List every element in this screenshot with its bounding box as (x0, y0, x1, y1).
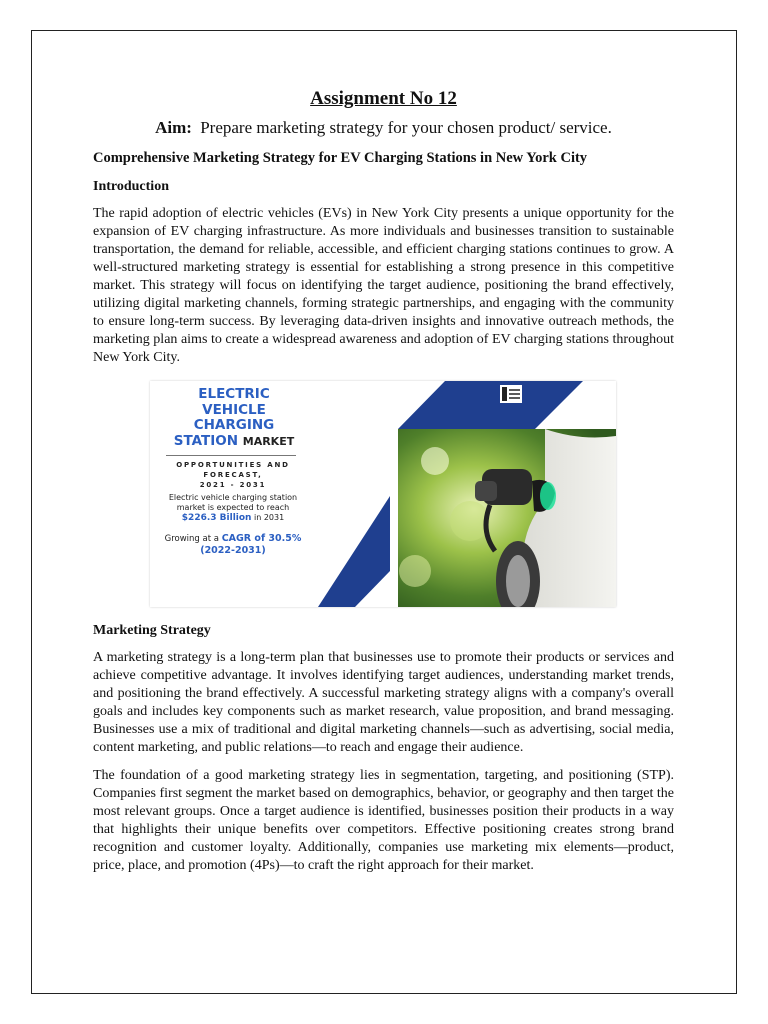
aim-line (93, 118, 674, 138)
document-subtitle: Comprehensive Marketing Strategy for EV Charging Stations in New York City (93, 150, 588, 166)
cagr-period: (2022-2031) (200, 545, 266, 556)
infographic-title-line: VEHICLE (202, 401, 266, 418)
infographic-text-panel (150, 381, 310, 607)
opportunities-line: OPPORTUNITIES AND (176, 461, 290, 469)
paragraph-introduction: The rapid adoption of electric vehicles (EVs) in New York City presents a unique opportunity for the expansion of EV charging infrastructure. As more individuals and businesses transition to sustainable transportation, the demand for reliable, accessible, and efficient charging stations continues to grow. A well-structured marketing strategy is essential for establishing a strong presence in this competitive market. This strategy will focus on identifying the target audience, positioning the brand effectively, utilizing digital marketing channels, forming strategic partnerships, and engaging with the community to ensure long-term success. By leveraging data-driven insights and innovative outreach methods, the marketing plan aims to create a widespread awareness and adoption of EV charging stations throughout New York City. (93, 206, 674, 365)
market-year: in 2031 (251, 513, 285, 522)
cagr-prefix: Growing at a (164, 534, 222, 544)
paragraph-marketing-strategy-2: The foundation of a good marketing strategy lies in segmentation, targeting, and positioning (STP). Companies first segment the market based on demographics, behavior, or geography and then target the most relevant groups. Once a target audience is identified, businesses position their products in a way that highlights their unique benefits over competitors. Effective positioning creates strong brand recognition and customer loyalty. Additionally, companies use marketing mix elements—product, price, place, and promotion (4Ps)—to craft the right approach for their market. (93, 768, 674, 873)
infographic-market-size (150, 493, 310, 523)
infographic-title-line: STATION (173, 432, 239, 449)
document-body (93, 88, 674, 875)
forecast-line: FORECAST, (203, 471, 263, 479)
section-heading-introduction: Introduction (93, 179, 169, 194)
cagr-value: CAGR of 30.5% (221, 533, 302, 544)
forecast-years: 2021 - 2031 (199, 481, 267, 489)
infographic-title-line: ELECTRIC (198, 386, 270, 402)
infographic-divider (166, 455, 296, 456)
market-value: $226.3 Billion (181, 513, 252, 523)
section-heading-marketing-strategy: Marketing Strategy (93, 623, 211, 638)
paragraph-marketing-strategy-1: A marketing strategy is a long-term plan that businesses use to promote their products or services and achieve competitive advantage. It involves identifying target audiences, understanding market trends, and positioning the brand effectively. A successful marketing strategy aligns with a company's overall goals and includes key components such as market research, value proposition, and brand messaging. Businesses use a mix of traditional and digital marketing channels—such as advertising, social media, content marketing, and public relations—to reach and engage their audience. (93, 650, 674, 755)
market-text-line: Electric vehicle charging station (168, 493, 298, 502)
assignment-title: Assignment No 12 (310, 88, 457, 109)
infographic-cagr (150, 533, 310, 556)
market-text-line: market is expected to reach (176, 503, 290, 512)
ev-market-infographic (150, 381, 616, 607)
infographic-title-line: CHARGING (193, 417, 275, 433)
infographic-opportunities (150, 460, 310, 490)
infographic-title (150, 387, 310, 449)
aim-text: Prepare marketing strategy for your chosen product/ service. (200, 118, 612, 137)
aim-label: Aim: (155, 118, 192, 137)
infographic-title-market: MARKET (242, 434, 295, 448)
